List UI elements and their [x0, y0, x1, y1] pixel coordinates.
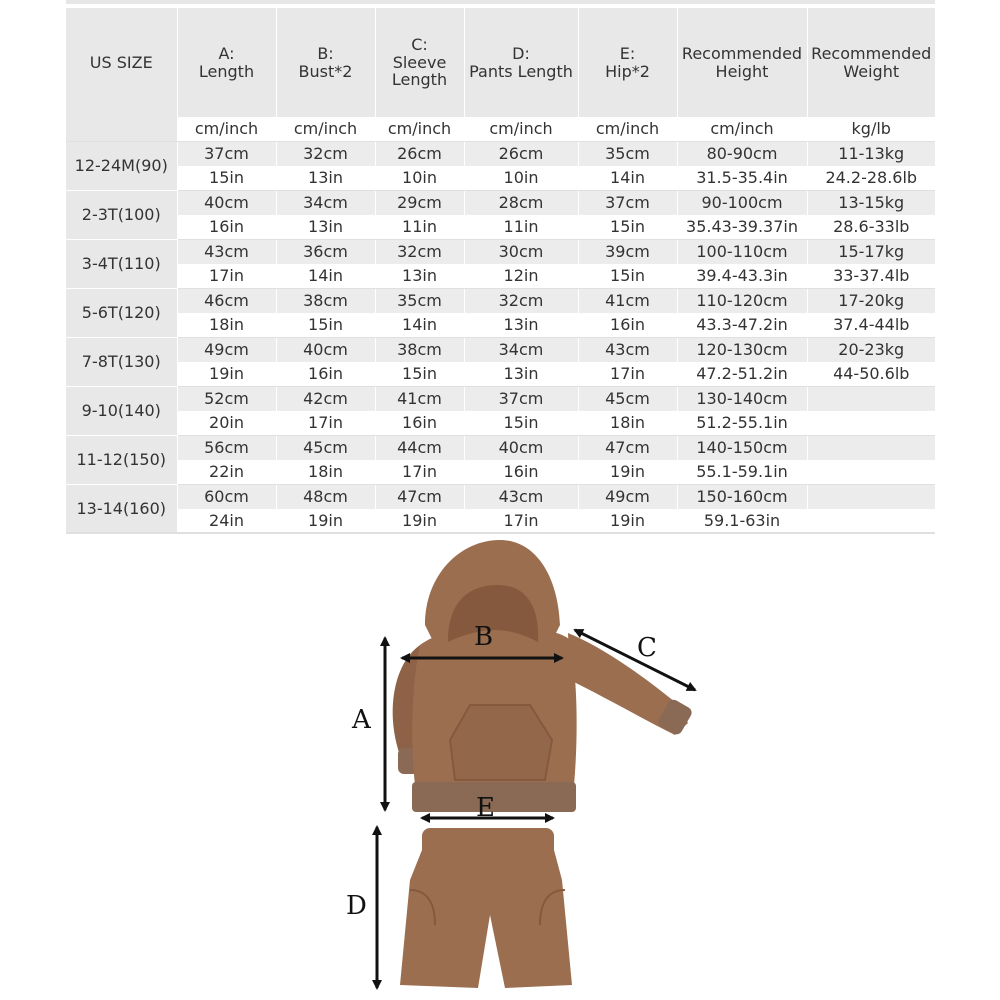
table-cell: 13-15kg [807, 191, 935, 216]
table-cell: 44cm [375, 436, 464, 461]
header-row [66, 8, 935, 117]
table-cell [807, 485, 935, 510]
table-cell: 13in [276, 166, 375, 191]
table-cell: 51.2-55.1in [677, 411, 807, 436]
column-header-line: Length [198, 61, 255, 81]
table-cell: 36cm [276, 240, 375, 265]
table-cell: 56cm [177, 436, 276, 461]
column-header [375, 8, 464, 117]
table-cell: 26cm [375, 142, 464, 167]
table-cell: 18in [276, 460, 375, 485]
table-cell: 46cm [177, 289, 276, 314]
table-cell: 37cm [464, 387, 578, 412]
table-cell: 20in [177, 411, 276, 436]
column-header [177, 8, 276, 117]
unit-cell: kg/lb [807, 117, 935, 142]
table-cell: 11in [464, 215, 578, 240]
table-cell: 100-110cm [677, 240, 807, 265]
table-cell: 31.5-35.4in [677, 166, 807, 191]
column-header [464, 8, 578, 117]
table-row [66, 289, 935, 314]
table-cell: 55.1-59.1in [677, 460, 807, 485]
column-header-line: C: [411, 35, 428, 55]
table-cell: 14in [578, 166, 677, 191]
table-cell: 32cm [464, 289, 578, 314]
table-cell: 16in [177, 215, 276, 240]
table-cell: 60cm [177, 485, 276, 510]
table-cell: 15in [276, 313, 375, 338]
table-cell: 10in [464, 166, 578, 191]
table-cell: 19in [578, 460, 677, 485]
unit-cell: cm/inch [177, 117, 276, 142]
table-cell: 47cm [578, 436, 677, 461]
table-cell [807, 411, 935, 436]
table-row [66, 240, 935, 265]
table-cell: 19in [276, 509, 375, 534]
table-cell: 19in [578, 509, 677, 534]
column-header [276, 8, 375, 117]
column-header-line: Sleeve [392, 52, 447, 72]
table-cell: 43.3-47.2in [677, 313, 807, 338]
table-cell: 13in [464, 313, 578, 338]
table-row [66, 191, 935, 216]
table-cell [807, 509, 935, 534]
table-cell: 17in [464, 509, 578, 534]
table-cell: 17in [276, 411, 375, 436]
table-cell: 13in [375, 264, 464, 289]
table-cell: 12in [464, 264, 578, 289]
size-cell: 3-4T(110) [66, 240, 177, 289]
table-cell: 14in [375, 313, 464, 338]
table-cell: 38cm [276, 289, 375, 314]
table-cell: 20-23kg [807, 338, 935, 363]
unit-cell: cm/inch [677, 117, 807, 142]
table-cell: 18in [177, 313, 276, 338]
table-row [66, 362, 935, 387]
hoodie-illustration [393, 540, 694, 812]
table-cell [807, 387, 935, 412]
table-row [66, 338, 935, 363]
table-cell: 22in [177, 460, 276, 485]
table-cell: 39cm [578, 240, 677, 265]
table-cell: 19in [177, 362, 276, 387]
size-cell: 9-10(140) [66, 387, 177, 436]
table-cell [807, 460, 935, 485]
table-cell: 48cm [276, 485, 375, 510]
column-header [66, 8, 177, 117]
label-d: D [346, 891, 367, 921]
table-cell: 26cm [464, 142, 578, 167]
column-header-line: E: [619, 43, 636, 63]
table-row [66, 313, 935, 338]
table-cell: 16in [375, 411, 464, 436]
unit-cell: cm/inch [276, 117, 375, 142]
table-cell: 14in [276, 264, 375, 289]
table-cell: 39.4-43.3in [677, 264, 807, 289]
table-cell: 34cm [276, 191, 375, 216]
table-row [66, 485, 935, 510]
table-cell: 10in [375, 166, 464, 191]
table-cell: 41cm [375, 387, 464, 412]
table-cell: 13in [464, 362, 578, 387]
table-cell: 140-150cm [677, 436, 807, 461]
table-row [66, 264, 935, 289]
table-cell: 37cm [578, 191, 677, 216]
table-cell: 18in [578, 411, 677, 436]
table-cell: 90-100cm [677, 191, 807, 216]
table-cell: 28.6-33lb [807, 215, 935, 240]
table-cell: 15-17kg [807, 240, 935, 265]
table-cell: 43cm [177, 240, 276, 265]
table-cell: 17in [375, 460, 464, 485]
label-b: B [474, 622, 494, 652]
table-cell: 40cm [177, 191, 276, 216]
label-a: A [352, 705, 371, 735]
size-cell: 2-3T(100) [66, 191, 177, 240]
table-cell: 37cm [177, 142, 276, 167]
unit-cell [66, 117, 177, 142]
table-row [66, 166, 935, 191]
column-header-line: D: [512, 43, 530, 63]
table-cell: 11in [375, 215, 464, 240]
size-cell: 5-6T(120) [66, 289, 177, 338]
column-header-line: Recommended [681, 43, 803, 63]
table-cell: 24in [177, 509, 276, 534]
column-header-line: Height [715, 61, 769, 81]
table-cell: 29cm [375, 191, 464, 216]
column-header-line: Recommended [811, 43, 932, 63]
table-cell: 17in [177, 264, 276, 289]
units-row [66, 117, 935, 142]
size-cell: 12-24M(90) [66, 142, 177, 191]
table-cell: 16in [276, 362, 375, 387]
unit-cell: cm/inch [375, 117, 464, 142]
table-row [66, 142, 935, 167]
table-cell: 120-130cm [677, 338, 807, 363]
table-cell: 16in [464, 460, 578, 485]
table-cell: 15in [578, 264, 677, 289]
table-cell: 30cm [464, 240, 578, 265]
table-cell: 32cm [276, 142, 375, 167]
table-cell: 49cm [177, 338, 276, 363]
top-border [66, 0, 935, 4]
table-cell: 11-13kg [807, 142, 935, 167]
label-c: C [637, 633, 657, 663]
unit-cell: cm/inch [464, 117, 578, 142]
table-cell: 130-140cm [677, 387, 807, 412]
table-cell: 15in [578, 215, 677, 240]
size-cell: 7-8T(130) [66, 338, 177, 387]
table-cell: 59.1-63in [677, 509, 807, 534]
column-header [807, 8, 935, 117]
table-row [66, 436, 935, 461]
table-cell: 38cm [375, 338, 464, 363]
table-cell: 52cm [177, 387, 276, 412]
column-header-line: Bust*2 [298, 61, 353, 81]
table-cell: 40cm [464, 436, 578, 461]
table-cell: 44-50.6lb [807, 362, 935, 387]
table-row [66, 411, 935, 436]
table-cell: 15in [177, 166, 276, 191]
column-header [677, 8, 807, 117]
table-cell: 45cm [578, 387, 677, 412]
column-header-line: B: [317, 43, 334, 63]
table-cell: 16in [578, 313, 677, 338]
column-header-line: US SIZE [89, 52, 153, 72]
column-header-line: Weight [843, 61, 900, 81]
size-cell: 13-14(160) [66, 485, 177, 534]
column-header-line: Length [391, 70, 448, 90]
table-cell: 47.2-51.2in [677, 362, 807, 387]
size-cell: 11-12(150) [66, 436, 177, 485]
table-cell: 150-160cm [677, 485, 807, 510]
size-chart-table [66, 8, 935, 534]
table-cell: 13in [276, 215, 375, 240]
table-cell: 80-90cm [677, 142, 807, 167]
table-cell: 15in [464, 411, 578, 436]
table-cell: 17in [578, 362, 677, 387]
shorts-illustration [400, 828, 572, 988]
table-cell: 35cm [375, 289, 464, 314]
column-header-line: Hip*2 [605, 61, 650, 81]
table-cell: 37.4-44lb [807, 313, 935, 338]
label-e: E [476, 793, 495, 823]
table-cell: 35.43-39.37in [677, 215, 807, 240]
table-cell: 45cm [276, 436, 375, 461]
table-cell: 15in [375, 362, 464, 387]
table-cell: 110-120cm [677, 289, 807, 314]
table-cell: 49cm [578, 485, 677, 510]
table-cell: 19in [375, 509, 464, 534]
table-cell [807, 436, 935, 461]
table-cell: 42cm [276, 387, 375, 412]
column-header-line: Pants Length [469, 61, 573, 81]
table-cell: 43cm [464, 485, 578, 510]
table-cell: 32cm [375, 240, 464, 265]
table-cell: 41cm [578, 289, 677, 314]
table-cell: 24.2-28.6lb [807, 166, 935, 191]
table-cell: 47cm [375, 485, 464, 510]
table-cell: 35cm [578, 142, 677, 167]
table-cell: 40cm [276, 338, 375, 363]
table-row [66, 387, 935, 412]
column-header-line: A: [218, 43, 235, 63]
unit-cell: cm/inch [578, 117, 677, 142]
table-cell: 17-20kg [807, 289, 935, 314]
table-cell: 28cm [464, 191, 578, 216]
table-row [66, 460, 935, 485]
garment-measurement-diagram [330, 530, 710, 1000]
table-cell: 34cm [464, 338, 578, 363]
column-header [578, 8, 677, 117]
table-cell: 43cm [578, 338, 677, 363]
table-cell: 33-37.4lb [807, 264, 935, 289]
table-row [66, 215, 935, 240]
